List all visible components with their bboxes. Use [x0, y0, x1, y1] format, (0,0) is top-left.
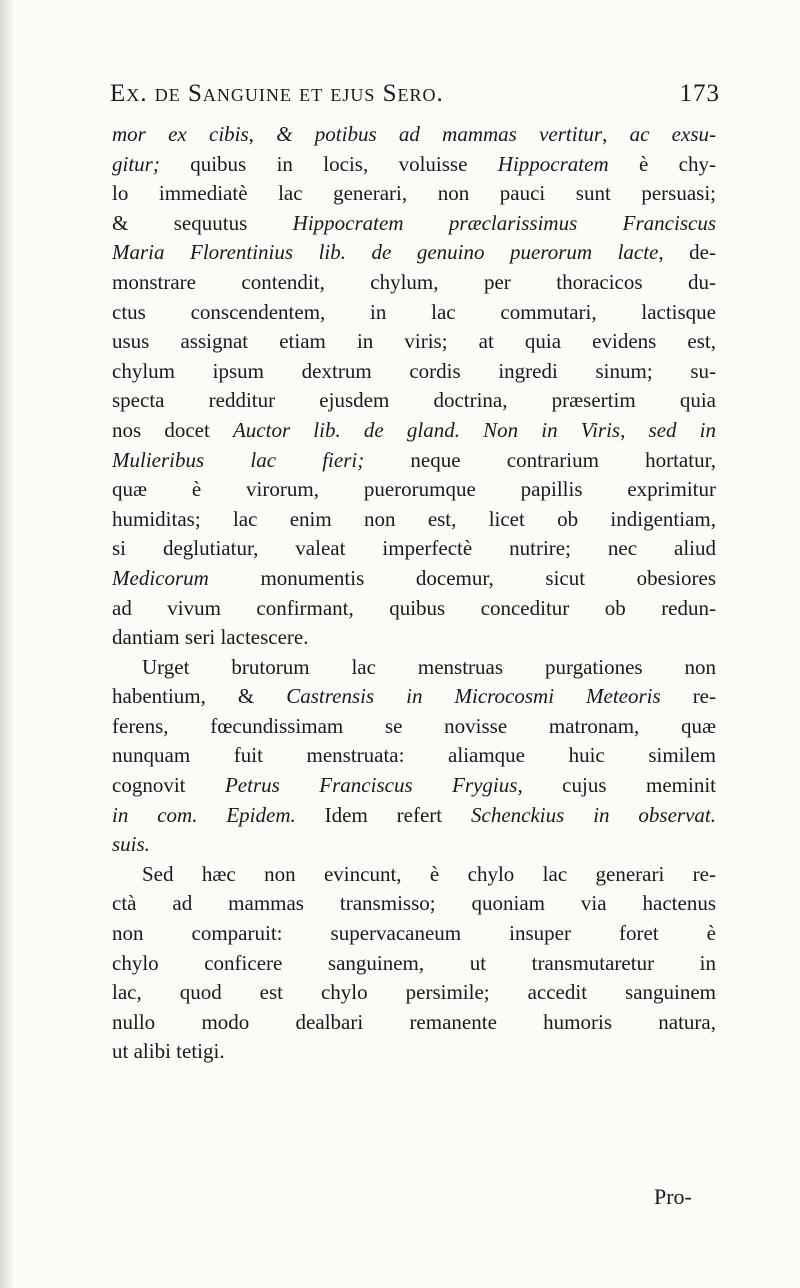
text-segment: neque contrarium hortatur,	[364, 447, 716, 472]
catchword: Pro-	[654, 1184, 692, 1209]
text-line	[112, 830, 716, 860]
text-line	[112, 386, 716, 416]
text-segment: si deglutiatur, valeat imperfectè nutrire; nec aliud	[112, 536, 716, 561]
text-segment: re-	[660, 684, 716, 709]
italic-segment: Medicorum	[112, 565, 209, 590]
italic-segment: Auctor lib. de gland. Non in Viris	[232, 417, 621, 442]
text-line	[112, 534, 716, 564]
page-number: 173	[679, 80, 720, 107]
text-segment: Urget brutorum lac menstruas purgationes non	[142, 654, 716, 679]
text-line	[112, 179, 716, 209]
text-line	[112, 919, 716, 949]
text-segment: quibus in locis, voluisse	[159, 151, 498, 176]
italic-segment: Hippocratem	[497, 151, 609, 176]
text-segment: dantiam seri lactescere.	[112, 625, 309, 650]
text-segment: nullo modo dealbari remanente humoris natura,	[112, 1009, 716, 1034]
text-segment: ,	[602, 122, 630, 146]
text-line	[112, 978, 716, 1008]
text-segment: lo immediatè lac generari, non pauci sunt persuasi;	[112, 181, 716, 206]
text-segment: Sed hæc non evincunt, è chylo lac generari re-	[142, 861, 716, 886]
text-segment: ,	[248, 122, 277, 146]
text-line	[112, 327, 716, 357]
text-segment: lac, quod est chylo persimile; accedit sanguinem	[112, 980, 716, 1005]
text-segment: è chy-	[608, 151, 716, 176]
text-line	[112, 416, 716, 446]
text-segment: ut alibi tetigi.	[112, 1039, 225, 1064]
text-line	[112, 682, 716, 712]
text-segment: cognovit	[112, 773, 225, 798]
text-line	[112, 446, 716, 476]
text-segment: non comparuit: supervacaneum insuper foret è	[112, 921, 716, 946]
running-head	[110, 80, 720, 110]
text-line	[112, 357, 716, 387]
text-line	[112, 475, 716, 505]
italic-segment: ac exsu-	[629, 122, 716, 146]
text-line	[112, 801, 716, 831]
text-segment: , cujus meminit	[517, 773, 716, 798]
text-line	[112, 949, 716, 979]
text-segment: , de-	[658, 240, 716, 265]
text-line	[112, 209, 716, 239]
text-line	[112, 623, 716, 653]
text-segment: usus assignat etiam in viris; at quia evidens est,	[112, 329, 716, 354]
text-segment: chylum ipsum dextrum cordis ingredi sinum; su-	[112, 358, 716, 383]
text-line	[112, 653, 716, 683]
text-line	[112, 298, 716, 328]
text-segment: nos docet	[112, 417, 233, 442]
italic-segment: Maria Florentinius lib. de genuino puerorum lacte	[112, 240, 659, 265]
text-segment: ,	[620, 417, 649, 442]
text-line	[112, 741, 716, 771]
text-segment: quæ è virorum, puerorumque papillis exprimitur	[112, 477, 716, 502]
body-text	[112, 120, 716, 1067]
italic-segment: & potibus ad mammas vertitur	[276, 122, 603, 146]
text-segment: ad vivum confirmant, quibus conceditur ob redun-	[112, 595, 716, 620]
text-segment: monumentis docemur, sicut obesiores	[208, 565, 716, 590]
italic-segment: Schenckius in observat.	[471, 802, 716, 827]
text-segment: & sequutus	[112, 210, 293, 235]
italic-segment: sed in	[648, 417, 716, 442]
italic-segment: in com. Epidem.	[112, 802, 296, 827]
italic-segment: gitur;	[112, 151, 160, 176]
italic-segment: Castrensis in Microcosmi Meteoris	[286, 684, 661, 709]
text-segment: Idem refert	[295, 802, 472, 827]
text-line	[112, 712, 716, 742]
text-segment: ctà ad mammas transmisso; quoniam via hactenus	[112, 891, 716, 916]
text-line	[112, 120, 716, 150]
text-line	[112, 1037, 716, 1067]
text-segment: habentium, &	[112, 684, 287, 709]
text-segment: chylo conficere sanguinem, ut transmutaretur in	[112, 950, 716, 975]
italic-segment: mor ex cibis	[112, 122, 249, 146]
text-line	[112, 594, 716, 624]
text-line	[112, 150, 716, 180]
text-segment: ctus conscendentem, in lac commutari, lactisque	[112, 299, 716, 324]
text-line	[112, 268, 716, 298]
text-line	[112, 1008, 716, 1038]
text-line	[112, 889, 716, 919]
text-line	[112, 564, 716, 594]
text-line	[112, 505, 716, 535]
page-gutter-shadow	[0, 0, 14, 1288]
italic-segment: suis.	[112, 832, 150, 857]
italic-segment: Mulieribus lac fieri;	[112, 447, 365, 472]
text-segment: specta redditur ejusdem doctrina, præsertim quia	[112, 388, 716, 413]
text-segment: nunquam fuit menstruata: aliamque huic similem	[112, 743, 716, 768]
running-head-title: Ex. de Sanguine et ejus Sero.	[110, 80, 444, 107]
text-line	[112, 860, 716, 890]
text-line	[112, 771, 716, 801]
text-line	[112, 238, 716, 268]
italic-segment: Hippocratem præclarissimus Franciscus	[292, 210, 716, 235]
italic-segment: Petrus Franciscus Frygius	[224, 773, 518, 798]
text-segment: humiditas; lac enim non est, licet ob indigentiam,	[112, 506, 716, 531]
text-segment: ferens, fœcundissimam se novisse matronam, quæ	[112, 713, 716, 738]
text-segment: monstrare contendit, chylum, per thoracicos du-	[112, 269, 716, 294]
